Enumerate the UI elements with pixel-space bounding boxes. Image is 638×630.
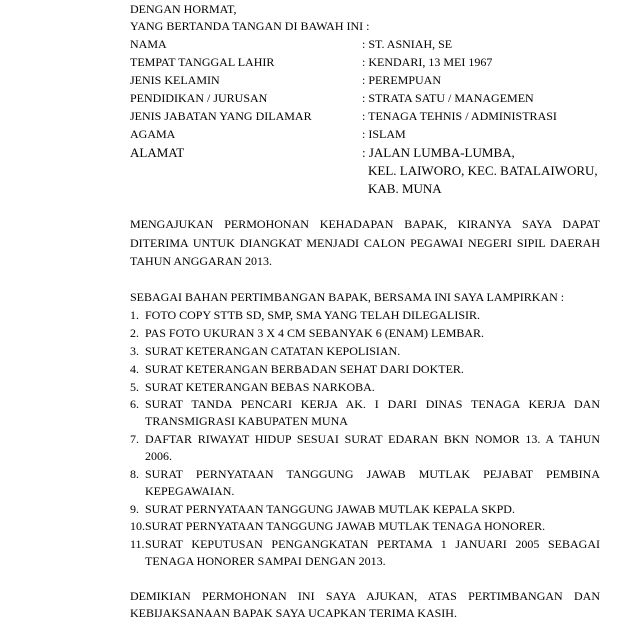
list-item-number: 8. (130, 467, 139, 481)
list-item-continuation: TENAGA HONORER SAMPAI DENGAN 2013. (145, 554, 386, 568)
list-item: SURAT KETERANGAN BERBADAN SEHAT DARI DOKTER. (145, 362, 464, 376)
list-item-continuation: KEPEGAWAIAN. (145, 484, 235, 498)
attachments-intro: SEBAGAI BAHAN PERTIMBANGAN BAPAK, BERSAMA INI SAYA LAMPIRKAN : (130, 290, 565, 304)
identity-label: AGAMA (130, 127, 176, 141)
request-line-3: TAHUN ANGGARAN 2013. (130, 254, 273, 268)
list-item-number: 7. (130, 432, 139, 446)
list-item-number: 9. (130, 502, 139, 516)
list-item: PAS FOTO UKURAN 3 X 4 CM SEBANYAK 6 (ENAM) LEMBAR. (145, 326, 485, 340)
list-item: SURAT PERNYATAAN TANGGUNG JAWAB MUTLAK KEPALA SKPD. (145, 502, 515, 516)
identity-label: JENIS KELAMIN (130, 73, 220, 87)
list-item: DAFTAR RIWAYAT HIDUP SESUAI SURAT EDARAN BKN NOMOR 13. A TAHUN (145, 432, 600, 446)
address-line-3: KAB. MUNA (368, 181, 442, 196)
address-label: ALAMAT (130, 145, 185, 160)
identity-value: : TENAGA TEHNIS / ADMINISTRASI (362, 109, 557, 123)
list-item-continuation: 2006. (145, 449, 172, 463)
identity-value: : ISLAM (362, 127, 406, 141)
identity-value: : KENDARI, 13 MEI 1967 (362, 55, 493, 69)
list-item-number: 4. (130, 362, 139, 376)
identity-value: : STRATA SATU / MANAGEMEN (362, 91, 534, 105)
list-item: SURAT KETERANGAN BEBAS NARKOBA. (145, 380, 375, 394)
list-item: SURAT KEPUTUSAN PENGANGKATAN PERTAMA 1 JANUARI 2005 SEBAGAI (145, 537, 600, 551)
list-item: FOTO COPY STTB SD, SMP, SMA YANG TELAH DILEGALISIR. (145, 308, 481, 322)
list-item-number: 11. (130, 537, 145, 551)
list-item: SURAT PERNYATAAN TANGGUNG JAWAB MUTLAK PEJABAT PEMBINA (145, 467, 600, 481)
address-line-1: : JALAN LUMBA-LUMBA, (362, 145, 515, 160)
list-item-number: 3. (130, 344, 139, 358)
request-line-1: MENGAJUKAN PERMOHONAN KEHADAPAN BAPAK, KIRANYA SAYA DAPAT (130, 217, 600, 231)
request-line-2: DITERIMA UNTUK DIANGKAT MENJADI CALON PEGAWAI NEGERI SIPIL DAERAH (130, 236, 600, 250)
list-item-number: 2. (130, 326, 139, 340)
list-item-number: 6. (130, 397, 139, 411)
identity-value: : PEREMPUAN (362, 73, 442, 87)
intro-line: YANG BERTANDA TANGAN DI BAWAH INI : (130, 19, 370, 33)
closing-line-2: KEBIJAKSANAAN BAPAK SAYA UCAPKAN TERIMA KASIH. (130, 606, 457, 620)
list-item-number: 1. (130, 308, 139, 322)
identity-label: PENDIDIKAN / JURUSAN (130, 91, 268, 105)
list-item: SURAT TANDA PENCARI KERJA AK. I DARI DINAS TENAGA KERJA DAN (145, 397, 600, 411)
list-item: SURAT PERNYATAAN TANGGUNG JAWAB MUTLAK TENAGA HONORER. (145, 519, 546, 533)
list-item-number: 5. (130, 380, 139, 394)
closing-line-1: DEMIKIAN PERMOHONAN INI SAYA AJUKAN, ATAS PERTIMBANGAN DAN (130, 589, 600, 603)
address-line-2: KEL. LAIWORO, KEC. BATALAIWORU, (368, 163, 598, 178)
list-item-number: 10. (130, 519, 145, 533)
identity-value: : ST. ASNIAH, SE (362, 37, 453, 51)
identity-label: JENIS JABATAN YANG DILAMAR (130, 109, 312, 123)
identity-label: NAMA (130, 37, 167, 51)
list-item-continuation: TRANSMIGRASI KABUPATEN MUNA (145, 414, 348, 428)
greeting: DENGAN HORMAT, (130, 2, 237, 16)
list-item: SURAT KETERANGAN CATATAN KEPOLISIAN. (145, 344, 401, 358)
identity-label: TEMPAT TANGGAL LAHIR (130, 55, 275, 69)
